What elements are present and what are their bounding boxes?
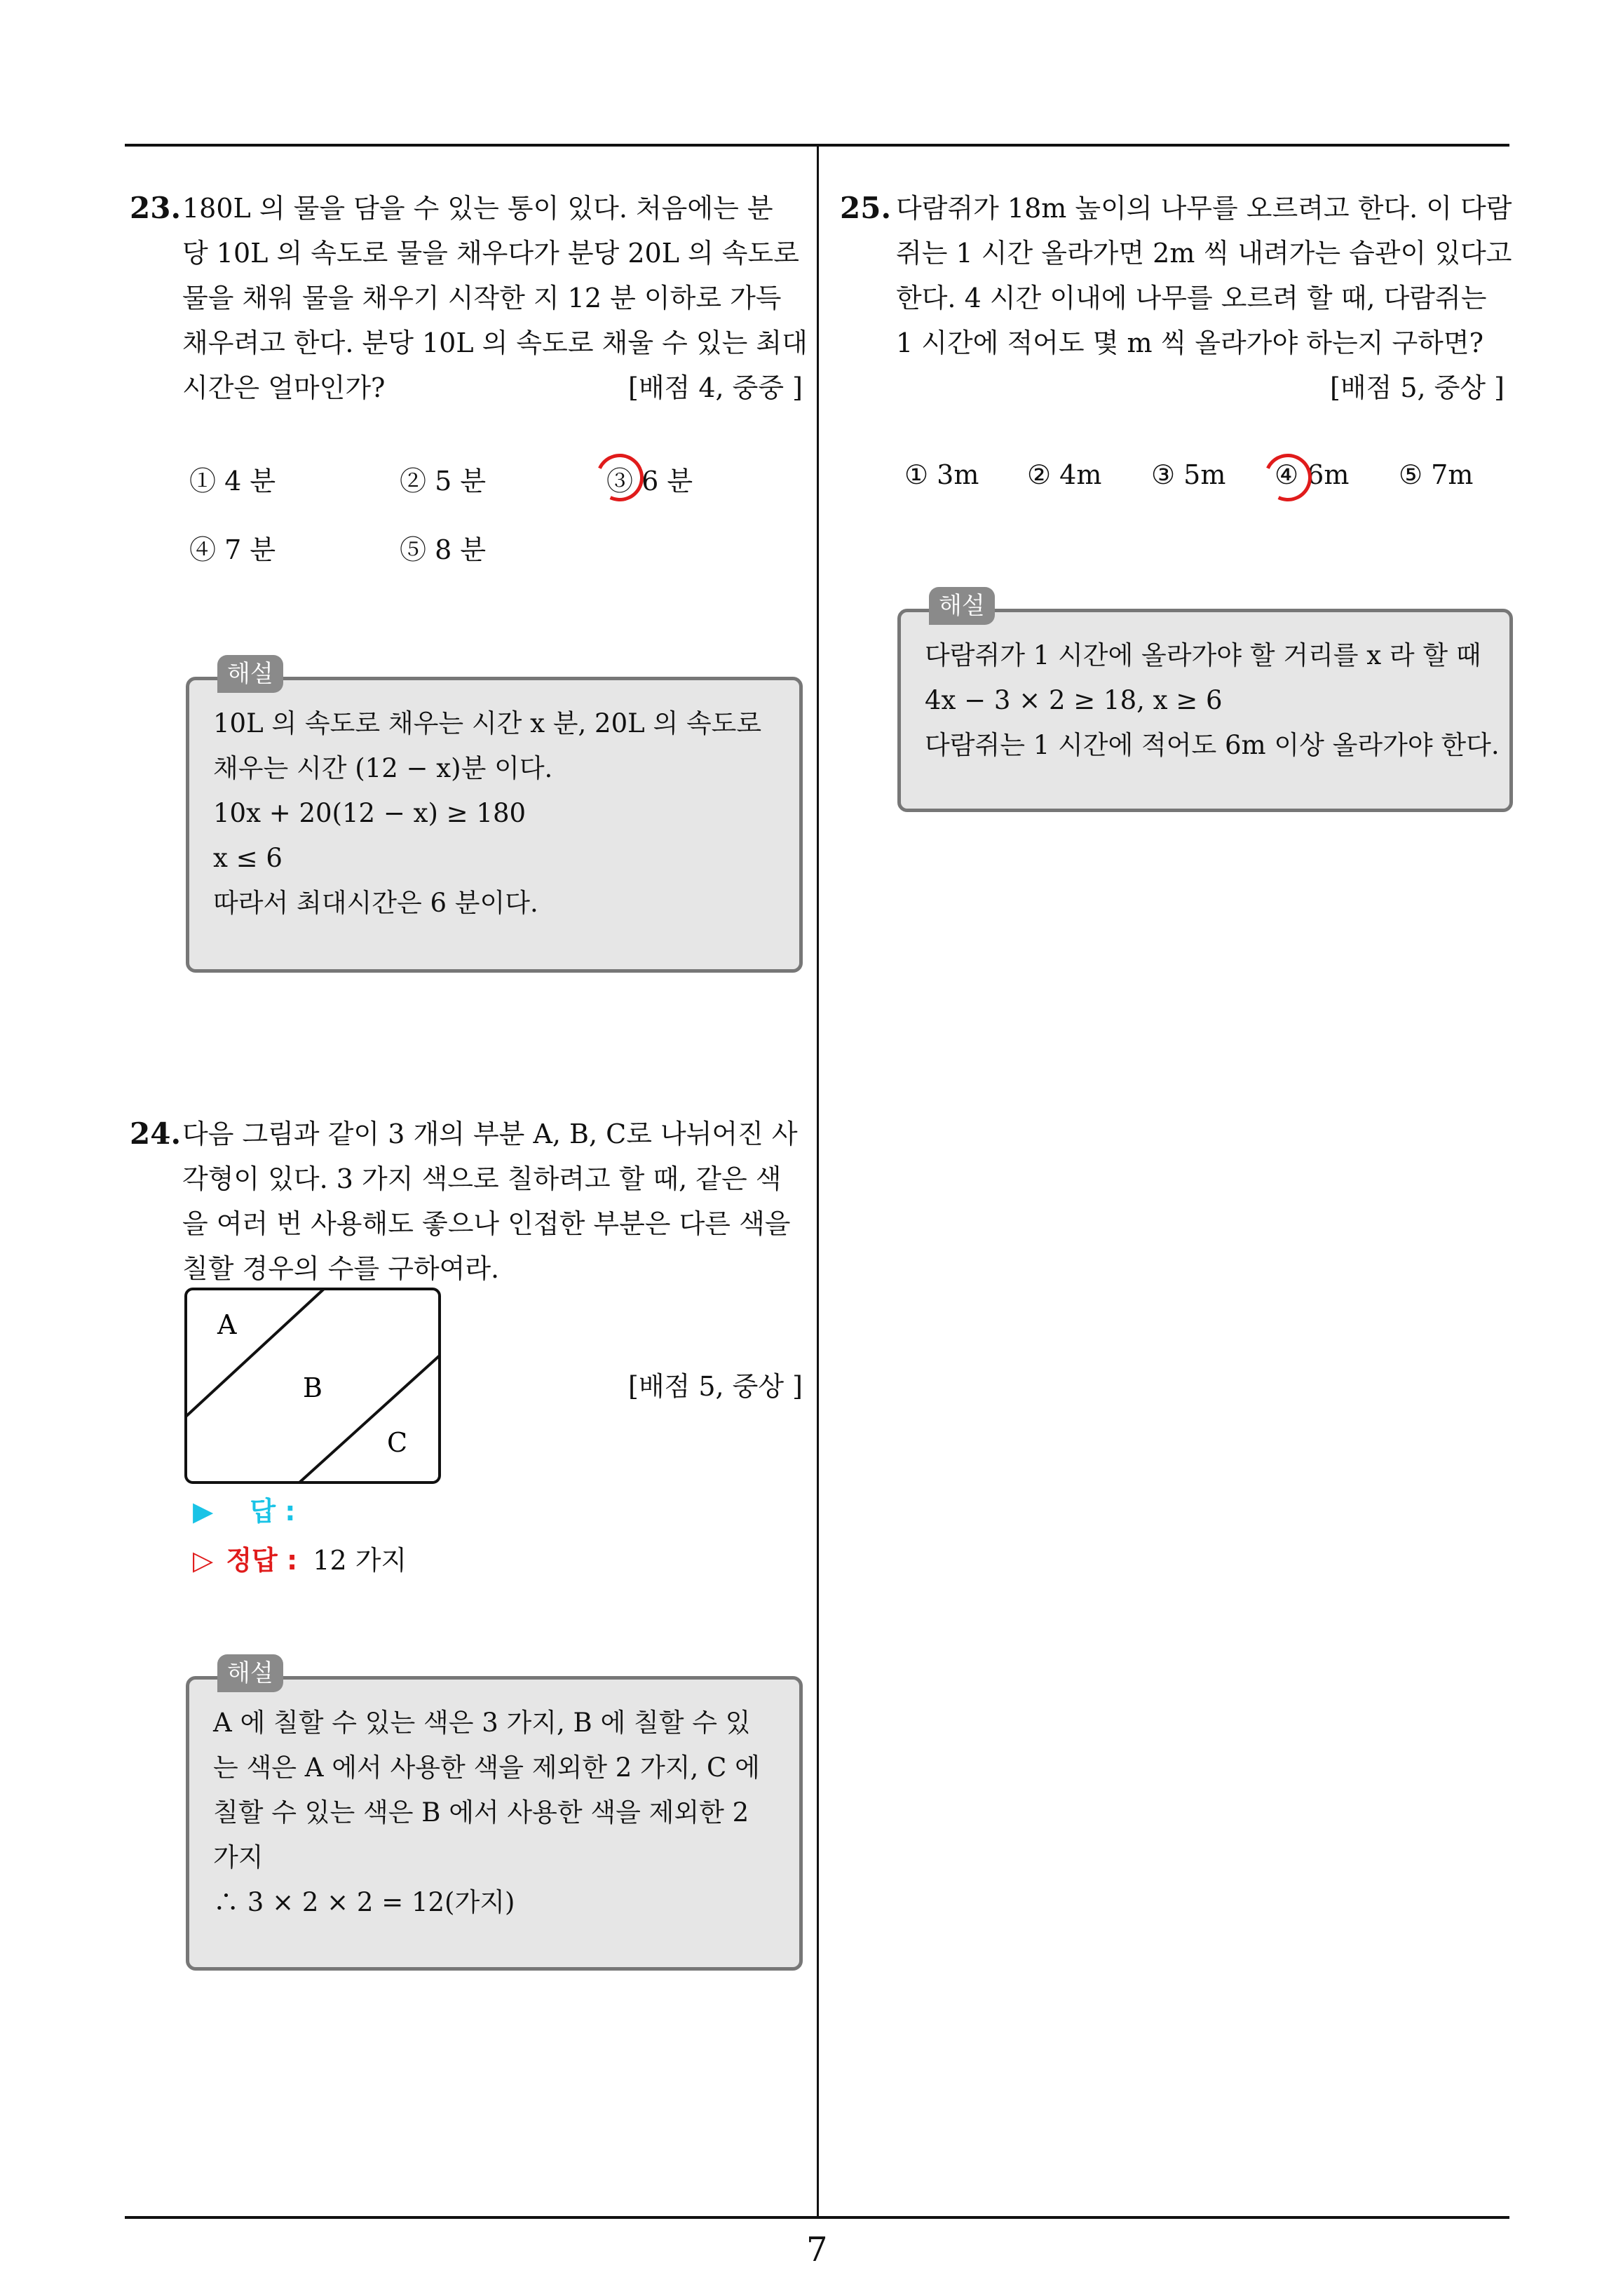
problem-24-text: [182, 1112, 803, 1291]
figure-label-b: B: [303, 1372, 322, 1403]
problem-23-choices: [189, 459, 785, 572]
answer-block-24: [193, 1487, 754, 1585]
choice-3[interactable]: ③ 5m: [1151, 459, 1226, 490]
solution-line: 10x + 20(12 − x) ≥ 180: [213, 798, 527, 828]
solution-line: 다람쥐는 1 시간에 적어도 6m 이상 올라가야 한다.: [925, 730, 1500, 760]
choice-5[interactable]: ⑤ 7m: [1399, 459, 1474, 490]
problem-25-line: 1 시간에 적어도 몇 m 씩 올라가야 하는지 구하면?: [896, 327, 1483, 358]
solution-line: ∴ 3 × 2 × 2 = 12(가지): [213, 1887, 515, 1917]
solution-box-24: [186, 1659, 803, 1971]
problem-25-choices: [904, 459, 1500, 501]
problem-23-line: 시간은 얼마인가?: [182, 372, 386, 403]
problem-25-score: [배점 5, 중상 ]: [1330, 372, 1505, 403]
choice-4[interactable]: ④ 6m: [1275, 459, 1350, 490]
problem-24-line: 칠할 경우의 수를 구하여라.: [182, 1253, 500, 1284]
bottom-rule: [125, 2216, 1509, 2219]
problem-25-line: 다람쥐가 18m 높이의 나무를 오르려고 한다. 이 다람: [896, 193, 1512, 224]
solution-line: x ≤ 6: [213, 843, 283, 873]
problem-23-number: 23.: [130, 191, 182, 225]
solution-line: 채우는 시간 (12 − x)분 이다.: [213, 753, 553, 783]
problem-24-line: 을 여러 번 사용해도 좋으나 인접한 부분은 다른 색을: [182, 1208, 791, 1239]
problem-23-line: 당 10L 의 속도로 물을 채우다가 분당 20L 의 속도로: [182, 238, 799, 269]
figure-label-c: C: [387, 1427, 408, 1458]
problem-23: [130, 186, 808, 410]
answer-label: 답 :: [250, 1496, 296, 1527]
solution-line: 따라서 최대시간은 6 분이다.: [213, 888, 538, 918]
problem-23-line: 물을 채워 물을 채우기 시작한 지 12 분 이하로 가득: [182, 283, 782, 313]
choice-4[interactable]: ④ 7 분: [189, 534, 276, 565]
page-number: 7: [806, 2230, 828, 2269]
problem-23-text: [182, 186, 808, 410]
problem-25-number: 25.: [840, 191, 892, 225]
solution-line: 칠할 수 있는 색은 B 에서 사용한 색을 제외한 2: [213, 1797, 749, 1828]
solution-tag: 해설: [929, 587, 995, 625]
solution-line: 는 색은 A 에서 사용한 색을 제외한 2 가지, C 에: [213, 1753, 760, 1783]
solution-box-23: [186, 660, 803, 973]
problem-24-score: [배점 5, 중상 ]: [628, 1371, 803, 1402]
problem-24-number: 24.: [130, 1116, 182, 1151]
solution-line: A 에 칠할 수 있는 색은 3 가지, B 에 칠할 수 있: [213, 1708, 751, 1738]
solution-line: 10L 의 속도로 채우는 시간 x 분, 20L 의 속도로: [213, 708, 762, 738]
solution-box-25: [897, 592, 1513, 812]
figure-label-a: A: [217, 1309, 237, 1340]
problem-23-line: 180L 의 물을 담을 수 있는 통이 있다. 처음에는 분: [182, 193, 773, 224]
choice-5[interactable]: ⑤ 8 분: [400, 534, 487, 565]
correct-arrow-icon: ▷: [193, 1545, 214, 1576]
choice-1[interactable]: ① 4 분: [189, 466, 276, 497]
choice-2[interactable]: ② 5 분: [400, 466, 487, 497]
partition-figure: [184, 1287, 442, 1485]
choice-3[interactable]: ③ 6 분: [606, 466, 693, 497]
choice-2[interactable]: ② 4m: [1027, 459, 1102, 490]
problem-23-line: 채우려고 한다. 분당 10L 의 속도로 채울 수 있는 최대: [182, 327, 808, 358]
column-divider: [817, 144, 819, 2218]
problem-24-line: 다음 그림과 같이 3 개의 부분 A, B, C로 나뉘어진 사: [182, 1119, 798, 1149]
correct-label: 정답 :: [226, 1545, 298, 1576]
problem-23-score: [배점 4, 중중 ]: [628, 372, 803, 403]
problem-25-text: [896, 186, 1513, 410]
correct-value: 12 가지: [313, 1545, 407, 1576]
solution-line: 가지: [213, 1842, 264, 1872]
problem-25-line: 쥐는 1 시간 올라가면 2m 씩 내려가는 습관이 있다고: [896, 238, 1512, 269]
choice-1[interactable]: ① 3m: [904, 459, 979, 490]
problem-25: [840, 186, 1513, 410]
solution-line: 4x − 3 × 2 ≥ 18, x ≥ 6: [925, 685, 1223, 715]
problem-24-line: 각형이 있다. 3 가지 색으로 칠하려고 할 때, 같은 색: [182, 1163, 782, 1194]
selected-answer-mark: [589, 447, 650, 508]
selected-answer-mark: [1257, 447, 1318, 508]
answer-arrow-icon: ▶: [193, 1496, 214, 1527]
solution-tag: 해설: [217, 655, 283, 693]
solution-tag: 해설: [217, 1654, 283, 1692]
problem-25-line: 한다. 4 시간 이내에 나무를 오르려 할 때, 다람쥐는: [896, 283, 1487, 313]
problem-24: [130, 1112, 803, 1291]
solution-line: 다람쥐가 1 시간에 올라가야 할 거리를 x 라 할 때: [925, 640, 1481, 670]
